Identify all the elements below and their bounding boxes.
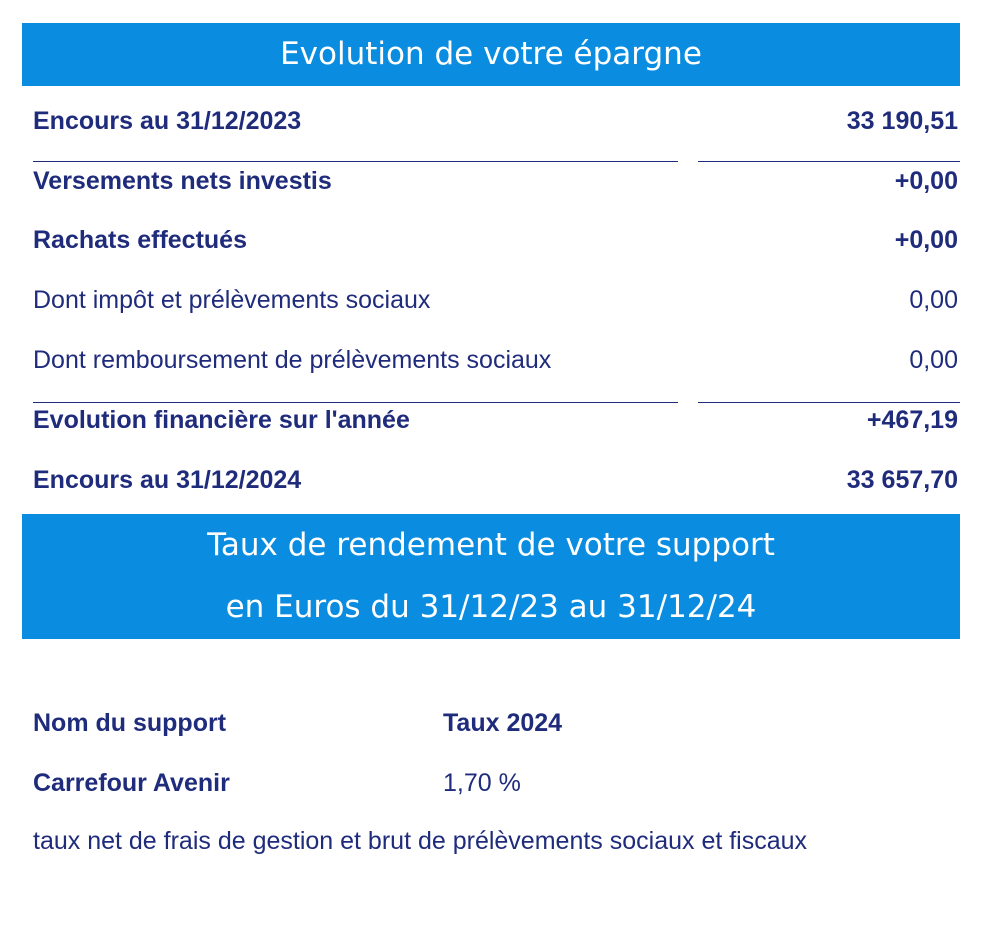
row-label: Encours au 31/12/2023	[33, 107, 302, 135]
evolution-title: Evolution de votre épargne	[280, 36, 702, 72]
row-label: Versements nets investis	[33, 167, 332, 195]
header-rate: Taux 2024	[443, 709, 563, 737]
support-name: Carrefour Avenir	[33, 769, 230, 797]
row-label: Evolution financière sur l'année	[33, 406, 410, 434]
row-label: Dont impôt et prélèvements sociaux	[33, 286, 431, 314]
row-versements	[33, 161, 958, 201]
row-label: Dont remboursement de prélèvements sociaux	[33, 346, 552, 374]
row-label: Rachats effectués	[33, 226, 247, 254]
row-remboursement	[33, 340, 958, 380]
row-value: +0,00	[894, 167, 958, 195]
row-impot	[33, 280, 958, 320]
support-rate: 1,70 %	[443, 769, 521, 797]
row-value: +467,19	[866, 406, 958, 434]
rendement-title-line-1: Taux de rendement de votre support	[207, 527, 775, 563]
row-encours-start	[33, 101, 958, 141]
row-rachats	[33, 220, 958, 260]
row-evolution-financiere	[33, 400, 958, 440]
row-value: 33 657,70	[846, 466, 958, 494]
row-value: 33 190,51	[846, 107, 958, 135]
row-label: Encours au 31/12/2024	[33, 466, 302, 494]
row-value: +0,00	[894, 226, 958, 254]
rendement-title-banner	[22, 514, 960, 639]
row-value: 0,00	[909, 346, 958, 374]
row-encours-end	[33, 460, 958, 500]
row-value: 0,00	[909, 286, 958, 314]
rendement-title-line-2: en Euros du 31/12/23 au 31/12/24	[225, 589, 757, 625]
evolution-title-banner	[22, 23, 960, 86]
rate-footnote: taux net de frais de gestion et brut de prélèvements sociaux et fiscaux	[33, 827, 808, 855]
header-support-name: Nom du support	[33, 709, 227, 737]
